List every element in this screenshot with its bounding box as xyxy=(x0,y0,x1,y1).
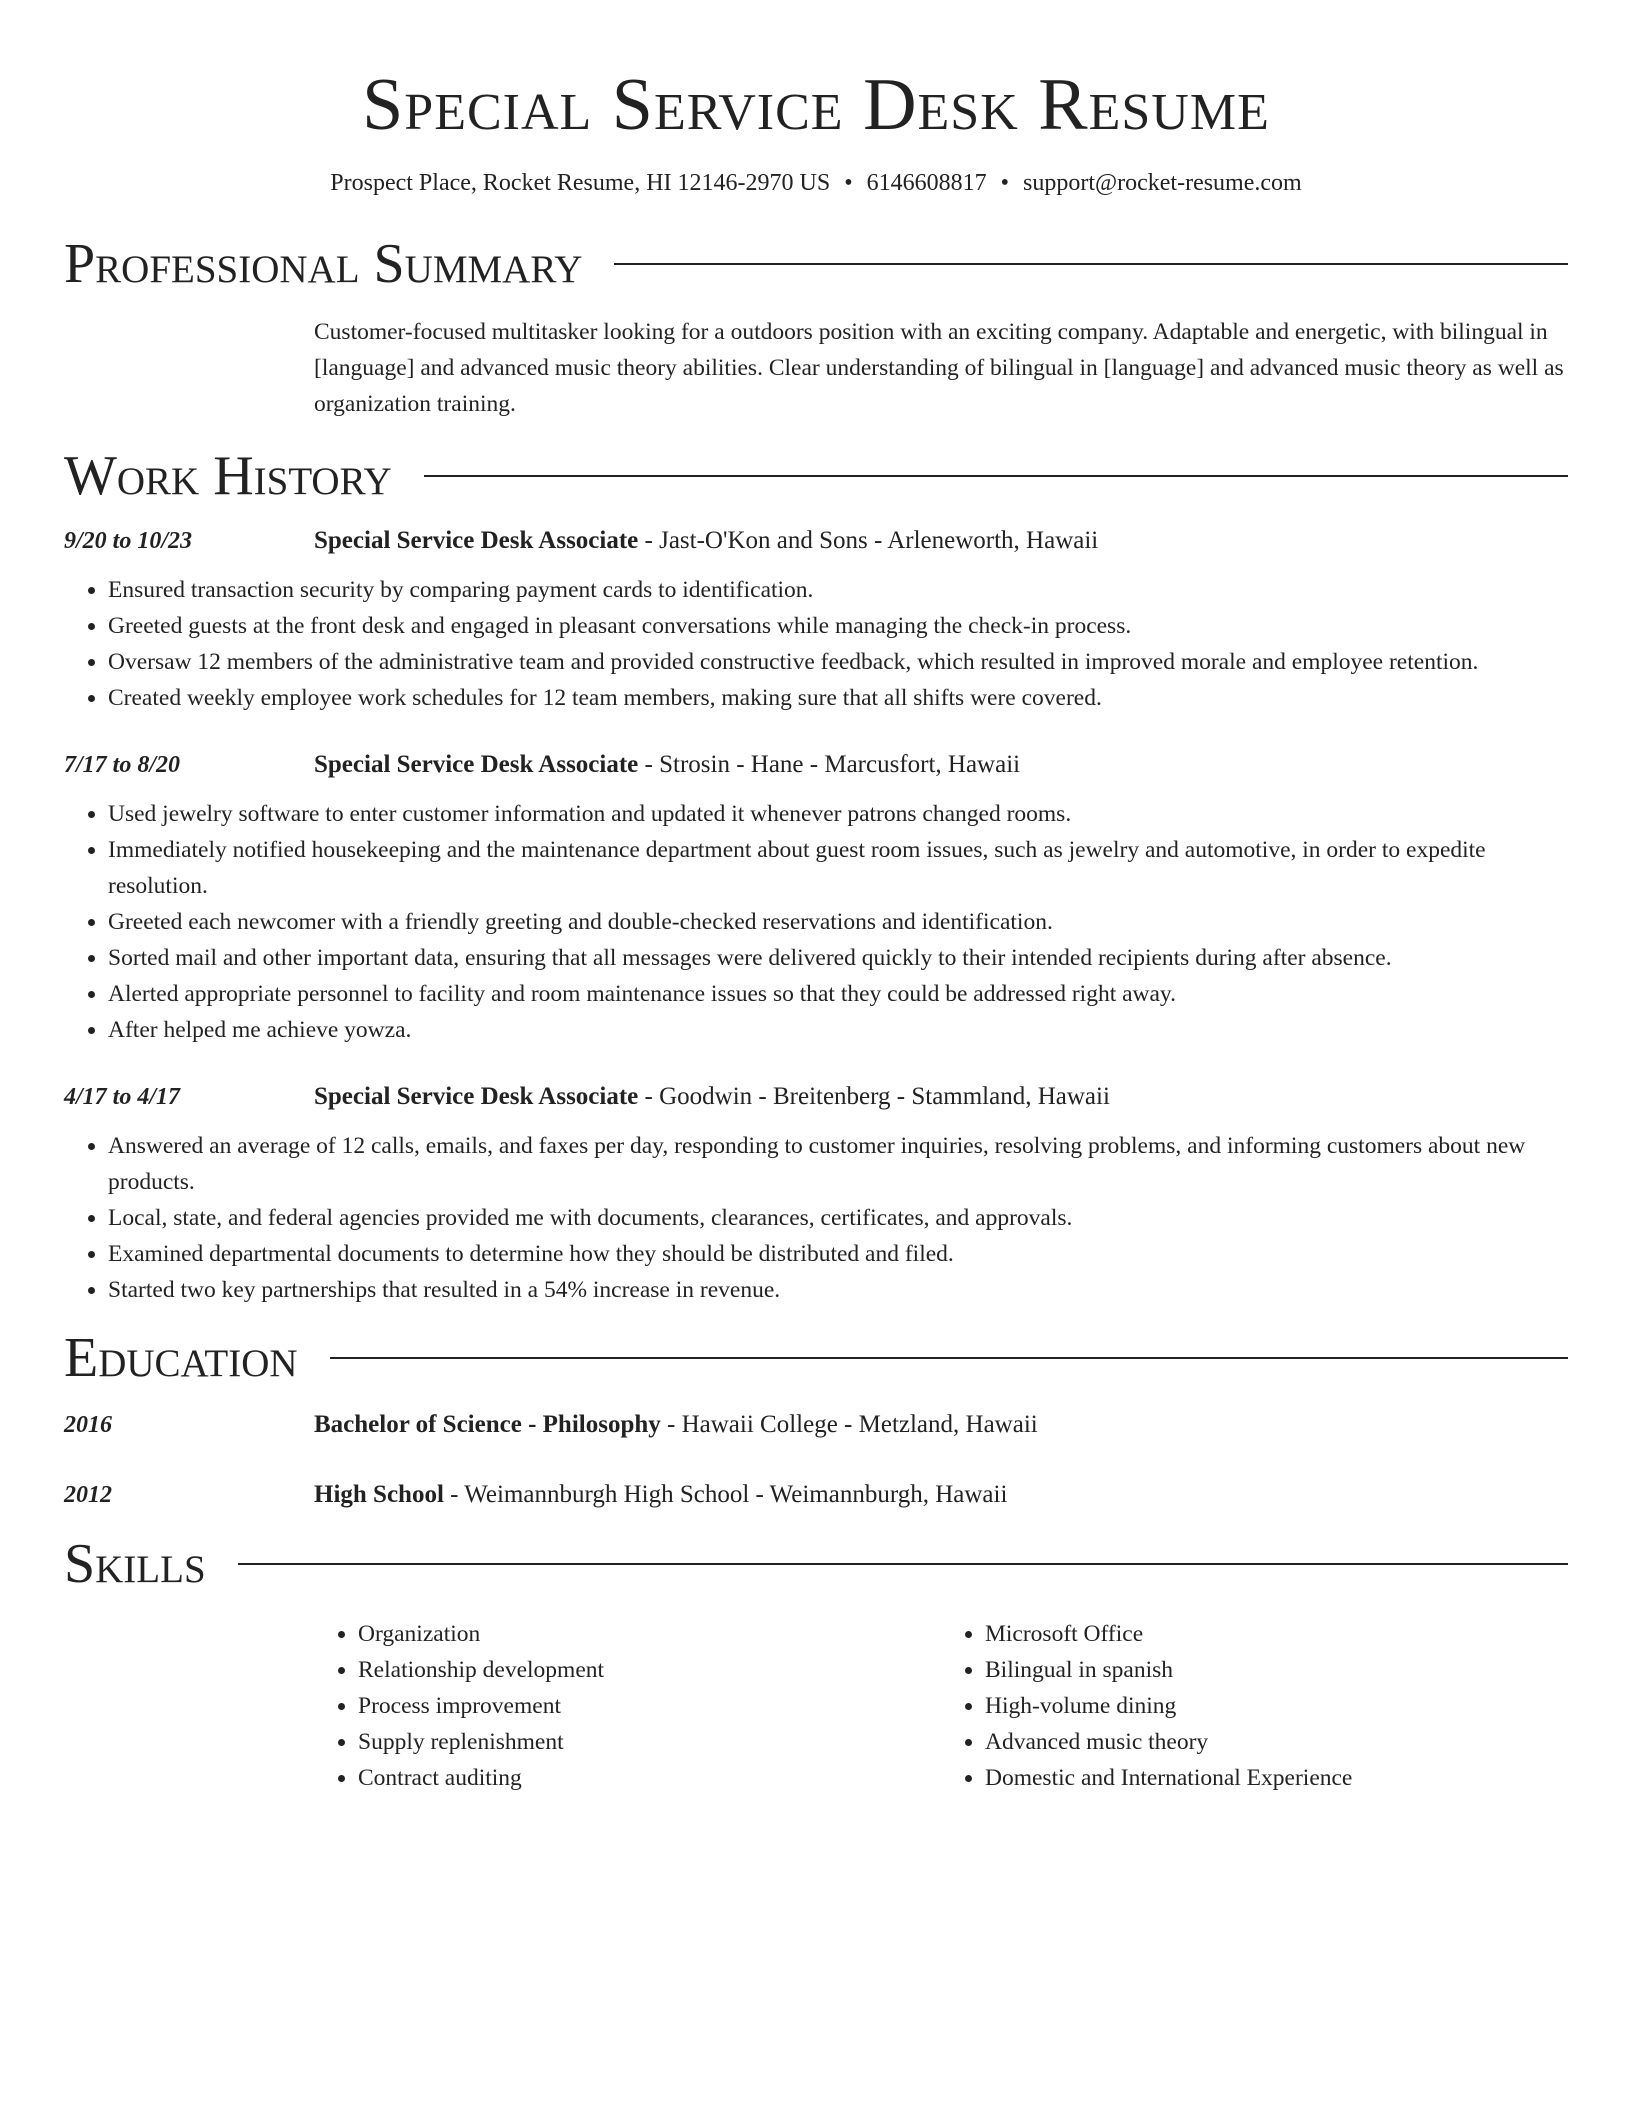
contact-email: support@rocket-resume.com xyxy=(1023,170,1302,196)
education-year: 2012 xyxy=(64,1482,112,1508)
list-item: • Greeted guests at the front desk and engaged in pleasant conversations while managing the check-in process. xyxy=(108,608,1568,644)
skills-list-right xyxy=(941,1616,1568,1796)
summary-section-header xyxy=(64,232,1568,296)
list-item: • Sorted mail and other important data, ensuring that all messages were delivered quickly to their intended recipients during after absence. xyxy=(108,940,1568,976)
job-heading xyxy=(314,750,1020,780)
job-title: Special Service Desk Associate xyxy=(314,1083,639,1110)
list-item: • Answered an average of 12 calls, emails, and faxes per day, responding to customer inquiries, resolving problems, and informing customers about new products. xyxy=(108,1128,1568,1200)
education-degree: Bachelor of Science - Philosophy xyxy=(314,1411,661,1438)
skill-item: • Domestic and International Experience xyxy=(985,1760,1568,1796)
list-item: • Greeted each newcomer with a friendly greeting and double-checked reservations and identification. xyxy=(108,904,1568,940)
skills-list-left xyxy=(314,1616,941,1796)
education-school: - Hawaii College - Metzland, Hawaii xyxy=(660,1411,1038,1438)
skill-item: • Microsoft Office xyxy=(985,1616,1568,1652)
contact-address: Prospect Place, Rocket Resume, HI 12146-2970 US xyxy=(330,170,831,196)
skill-item: • Contract auditing xyxy=(358,1760,941,1796)
job-dates: 4/17 to 4/17 xyxy=(64,1084,181,1110)
list-item: • Examined departmental documents to determine how they should be distributed and filed. xyxy=(108,1236,1568,1272)
list-item: • Immediately notified housekeeping and the maintenance department about guest room issues, such as jewelry and automotive, in order to expedite resolution. xyxy=(108,832,1568,904)
work-heading: Work History xyxy=(64,445,392,507)
section-divider xyxy=(330,1357,1568,1359)
list-item: • Used jewelry software to enter customer information and updated it whenever patrons changed rooms. xyxy=(108,796,1568,832)
list-item: • Alerted appropriate personnel to facility and room maintenance issues so that they could be addressed right away. xyxy=(108,976,1568,1012)
skills-section-header xyxy=(64,1532,1568,1596)
section-divider xyxy=(424,475,1568,477)
job-entry xyxy=(64,526,1568,716)
job-header xyxy=(64,750,1568,780)
education-heading-line xyxy=(314,1410,1038,1440)
skill-item: • Supply replenishment xyxy=(358,1724,941,1760)
job-header xyxy=(64,526,1568,556)
list-item: • Oversaw 12 members of the administrative team and provided constructive feedback, which resulted in improved morale and employee retention. xyxy=(108,644,1568,680)
job-employer: - Jast-O'Kon and Sons - Arleneworth, Hawaii xyxy=(638,527,1099,554)
job-bullets xyxy=(64,796,1568,1048)
skill-item: • High-volume dining xyxy=(985,1688,1568,1724)
job-title: Special Service Desk Associate xyxy=(314,527,639,554)
job-dates: 9/20 to 10/23 xyxy=(64,528,193,554)
job-heading xyxy=(314,1082,1110,1112)
list-item: • After helped me achieve yowza. xyxy=(108,1012,1568,1048)
education-heading-line xyxy=(314,1480,1007,1510)
section-divider xyxy=(614,263,1568,265)
skill-item: • Advanced music theory xyxy=(985,1724,1568,1760)
job-bullets xyxy=(64,572,1568,716)
education-section-header xyxy=(64,1326,1568,1390)
skill-item: • Organization xyxy=(358,1616,941,1652)
contact-separator: • xyxy=(844,170,853,196)
job-header xyxy=(64,1082,1568,1112)
list-item: • Ensured transaction security by comparing payment cards to identification. xyxy=(108,572,1568,608)
list-item: • Started two key partnerships that resulted in a 54% increase in revenue. xyxy=(108,1272,1568,1308)
job-employer: - Strosin - Hane - Marcusfort, Hawaii xyxy=(638,751,1021,778)
resume-title: Special Service Desk Resume xyxy=(362,64,1270,146)
job-bullets xyxy=(64,1128,1568,1308)
job-entry xyxy=(64,750,1568,1048)
job-employer: - Goodwin - Breitenberg - Stammland, Hawaii xyxy=(638,1083,1110,1110)
education-year: 2016 xyxy=(64,1412,112,1438)
summary-heading: Professional Summary xyxy=(64,233,583,295)
skills-columns xyxy=(314,1616,1568,1796)
education-entry xyxy=(64,1480,1568,1510)
education-heading: Education xyxy=(64,1327,298,1389)
contact-phone: 6146608817 xyxy=(866,170,987,196)
list-item: • Created weekly employee work schedules for 12 team members, making sure that all shifts were covered. xyxy=(108,680,1568,716)
summary-text: Customer-focused multitasker looking for a outdoors position with an exciting company. Adaptable and energetic, with bilingual in [language] and advanced music theory abilities. Clear understanding of bilingual in [language] and advanced music theory as well as organization training. xyxy=(314,319,1564,417)
education-entry xyxy=(64,1410,1568,1440)
skills-heading: Skills xyxy=(64,1533,206,1595)
contact-separator: • xyxy=(1000,170,1010,196)
section-divider xyxy=(238,1563,1568,1565)
job-title: Special Service Desk Associate xyxy=(314,751,639,778)
job-dates: 7/17 to 8/20 xyxy=(64,752,181,778)
job-heading xyxy=(314,526,1098,556)
skill-item: • Relationship development xyxy=(358,1652,941,1688)
job-entry xyxy=(64,1082,1568,1308)
education-school: - Weimannburgh High School - Weimannburgh, Hawaii xyxy=(443,1481,1008,1508)
work-section-header xyxy=(64,444,1568,508)
list-item: • Local, state, and federal agencies provided me with documents, clearances, certificates, and approvals. xyxy=(108,1200,1568,1236)
contact-line xyxy=(64,168,1568,198)
education-degree: High School xyxy=(314,1481,444,1508)
skill-item: • Process improvement xyxy=(358,1688,941,1724)
skill-item: • Bilingual in spanish xyxy=(985,1652,1568,1688)
